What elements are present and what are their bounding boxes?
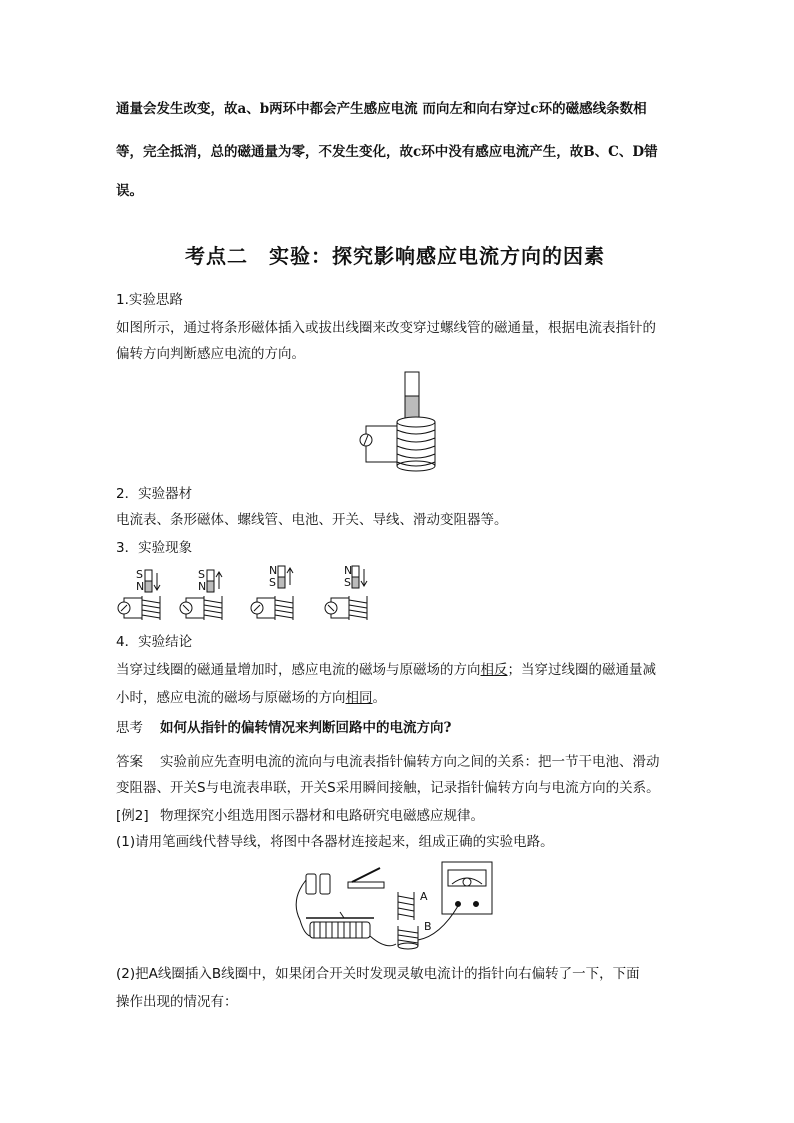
answer-line-1: 实验前应先查明电流的流向与电流表指针偏转方向之间的关系：把一节干电池、滑动 [160,754,660,770]
wire-2 [370,936,396,946]
s4-heading: 4．实验结论 [116,634,193,650]
s2-line-1: 电流表、条形磁体、螺线管、电池、开关、导线、滑动变阻器等。 [116,512,508,528]
label-4-top: N [344,564,353,577]
s4-line-1: 当穿过线圈的磁通量增加时，感应电流的磁场与原磁场的方向相反；当穿过线圈的磁通量减 [116,662,656,678]
example-text: 物理探究小组选用图示器材和电路研究电磁感应规律。 [160,808,484,824]
label-4-bottom: S [344,576,351,589]
coil-a-label: A [420,890,428,903]
switch-lever [352,868,380,882]
top-paragraph-line-1: 通量会发生改变，故a、b两环中都会产生感应电流 而向左和向右穿过c环的磁感线条数相 [116,101,647,117]
s4-line-2: 小时，感应电流的磁场与原磁场的方向相同。 [116,690,386,706]
s1-line-1: 如图所示，通过将条形磁体插入或拔出线圈来改变穿过螺线管的磁通量，根据电流表指针的 [116,320,656,336]
galvanometer-dial-icon [463,878,471,886]
label-2-top: S [198,568,205,581]
label-1-bottom: N [136,580,145,593]
example-q2-line-2: 操作出现的情况有： [116,994,238,1010]
top-paragraph-line-3: 误。 [116,183,143,199]
battery-1 [306,874,316,894]
s3-heading: 3．实验现象 [116,540,193,556]
label-3-bottom: S [269,576,276,589]
example-q1: (1)请用笔画线代替导线，将图中各器材连接起来，组成正确的实验电路。 [116,834,554,850]
top-paragraph-line-2: 等，完全抵消，总的磁通量为零，不发生变化，故c环中没有感应电流产生，故B、C、D错 [116,144,658,160]
answer-same: 相同 [345,690,373,706]
label-1-top: S [136,568,143,581]
label-2-bottom: N [198,580,207,593]
battery-2 [320,874,330,894]
example-q2-line-1: (2)把A线圈插入B线圈中，如果闭合开关时发现灵敏电流计的指针向右偏转了一下，下面 [116,966,640,982]
think-label: 思考 [116,720,143,736]
label-3-top: N [269,564,278,577]
rheostat [310,922,370,938]
answer-opposite: 相反 [480,662,508,678]
s1-heading: 1.实验思路 [116,292,183,308]
coil-b-label: B [424,920,432,933]
s2-heading: 2．实验器材 [116,486,193,502]
section-title: 考点二 实验：探究影响感应电流方向的因素 [185,244,605,268]
switch-base [348,882,384,888]
answer-label: 答案 [116,754,143,770]
s1-line-2: 偏转方向判断感应电流的方向。 [116,346,305,362]
example-tag: [例2] [116,808,149,824]
answer-line-2: 变阻器、开关S与电流表串联，开关S采用瞬间接触，记录指针偏转方向与电流方向的关系。 [116,780,660,796]
think-question: 如何从指针的偏转情况来判断回路中的电流方向? [160,720,452,736]
